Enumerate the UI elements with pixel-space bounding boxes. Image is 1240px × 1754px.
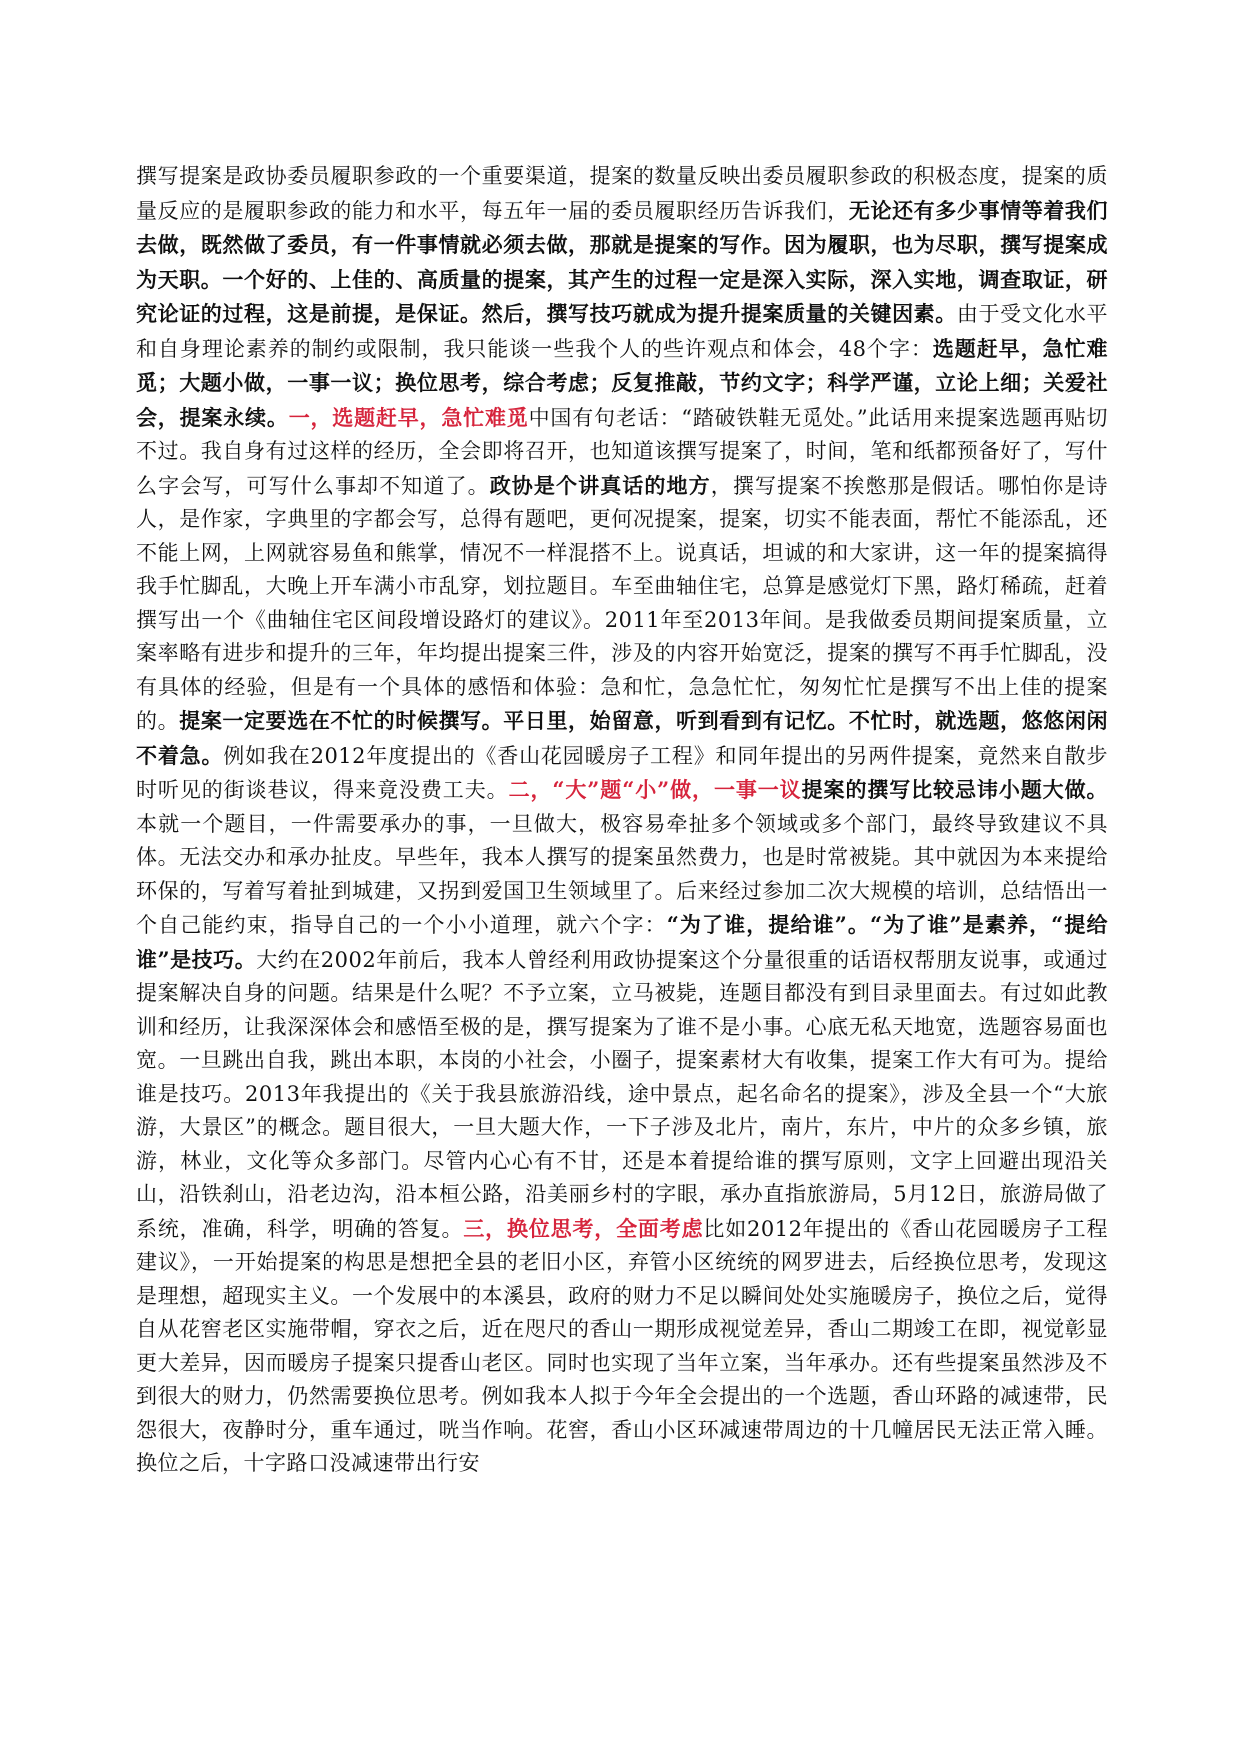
section-heading-2: 二，“大”题“小”做，一事一议 — [508, 777, 802, 802]
section-heading-1: 一，选题赶早，急忙难觅 — [288, 404, 529, 430]
bold-principles-list: 选题赶早，急忙难觅；大题小做，一事一议；换位思考，综合考虑；反复推敲，节约文字；科学严谨，立论上细；关爱社会，提案永续。 — [136, 335, 1109, 430]
paragraph-text: ，撰写提案不挨憋那是假话。哪怕你是诗人，是作家，字典里的字都会写，总得有题吧，更何况提案，提案，切实不能表面，帮忙不能添乱，还不能上网，上网就容易鱼和熊掌，情况不一样混搭不上。说真话，坦诚的和大家讲，这一年的提案搞得我手忙脚乱，大晚上开车满小市乱穿，划拉题目。车至曲轴住宅，总算是感觉灯下黑，路灯稀疏，赶着撰写出一个《曲轴住宅区间段增设路灯的建议》。2011年至2013年间。是我做委员期间提案质量，立案率略有进步和提升的三年，年均提出提案三件，涉及的内容开始宽泛，提案的撰写不再手忙脚乱，没有具体的经验，但是有一个具体的感悟和体验：急和忙，急急忙忙，匆匆忙忙是撰写不出上佳的提案的。 — [136, 473, 1109, 733]
paragraph-text: 大约在2002年前后，我本人曾经利用政协提案这个分量很重的话语权帮朋友说事，或通过提案解决自身的问题。结果是什么呢？不予立案，立马被毙，连题目都没有到目录里面去。有过如此教训和经历，让我深深体会和感悟至极的是，撰写提案为了谁不是小事。心底无私天地宽，选题容易面也宽。一旦跳出自我，跳出本职，本岗的小社会，小圈子，提案素材大有收集，提案工作大有可为。提给谁是技巧。2013年我提出的《关于我县旅游沿线，途中景点，起名命名的提案》，涉及全县一个“大旅游，大景区”的概念。题目很大，一旦大题大作，一下子涉及北片，南片，东片，中片的众多乡镇，旅游，林业，文化等众多部门。尽管内心心有不甘，还是本着提给谁的撰写原则，文字上回避出现沿关山，沿铁刹山，沿老边沟，沿本桓公路，沿美丽乡村的字眼，承办直指旅游局，5月12日，旅游局做了系统，准确，科学，明确的答复。 — [136, 947, 1108, 1241]
section-heading-3: 三，换位思考，全面考虑 — [463, 1215, 704, 1241]
paragraph-text: 例如我在2012年度提出的《香山花园暖房子工程》和同年提出的另两件提案，竟然来自散步时听见的街谈巷议，得来竟没费工夫。 — [136, 743, 1108, 802]
bold-emphasis-text: 政协是个讲真话的地方 — [489, 472, 711, 498]
bold-emphasis-text: 无论还有多少事情等着我们去做，既然做了委员，有一件事情就必须去做，那就是提案的写作。因为履职，也为尽职，撰写提案成为天职。一个好的、上佳的、高质量的提案，其产生的过程一定是深入实际，深入实地，调查取证，研究论证的过程，这是前提，是保证。然后，撰写技巧就成为提升提案质量的关键因素。 — [136, 197, 1108, 326]
bold-emphasis-text: “为了谁，提给谁”。“为了谁”是素养，“提给谁”是技巧。 — [136, 912, 1108, 972]
paragraph-text: 本就一个题目，一件需要承办的事，一旦做大，极容易牵扯多个领域或多个部门，最终导致建议不具体。无法交办和承办扯皮。早些年，我本人撰写的提案虽然费力，也是时常被毙。其中就因为本来提给环保的，写着写着扯到城建，又拐到爱国卫生领域里了。后来经过参加二次大规模的培训，总结悟出一个自己能约束，指导自己的一个小小道理，就六个字： — [136, 811, 1108, 937]
paragraph-text: 撰写提案是政协委员履职参政的一个重要渠道，提案的数量反映出委员履职参政的积极态度，提案的质量反应的是履职参政的能力和水平，每五年一届的委员履职经历告诉我们， — [136, 164, 1108, 223]
bold-emphasis-text: 提案一定要选在不忙的时候撰写。平日里，始留意，听到看到有记忆。不忙时，就选题，悠悠闲闲不着急。 — [136, 708, 1109, 768]
paragraph-text: 由于受文化水平和自身理论素养的制约或限制，我只能谈一些我个人的些许观点和体会，48个字： — [136, 302, 1109, 361]
bold-emphasis-text: 提案的撰写比较忌讳小题大做。 — [801, 777, 1109, 802]
body-paragraph — [136, 160, 1108, 1481]
paragraph-text: 比如2012年提出的《香山花园暖房子工程建议》，一开始提案的构思是想把全县的老旧小区，弃管小区统统的网罗进去，后经换位思考，发现这是理想，超现实主义。一个发展中的本溪县，政府的财力不足以瞬间处处实施暖房子，换位之后，觉得自从花窖老区实施带帽，穿衣之后，近在咫尺的香山一期形成视觉差异，香山二期竣工在即，视觉彰显更大差异，因而暖房子提案只提香山老区。同时也实现了当年立案，当年承办。还有些提案虽然涉及不到很大的财力，仍然需要换位思考。例如我本人拟于今年全会提出的一个选题，香山环路的减速带，民怨很大，夜静时分，重车通过，咣当作响。花窖，香山小区环减速带周边的十几幢居民无法正常入睡。换位之后，十字路口没减速带出行安 — [136, 1216, 1109, 1475]
paragraph-text: 中国有句老话：“踏破铁鞋无觅处。”此话用来提案选题再贴切不过。我自身有过这样的经历，全会即将召开，也知道该撰写提案了，时间，笔和纸都预备好了，写什么字会写，可写什么事却不知道了。 — [136, 405, 1109, 498]
